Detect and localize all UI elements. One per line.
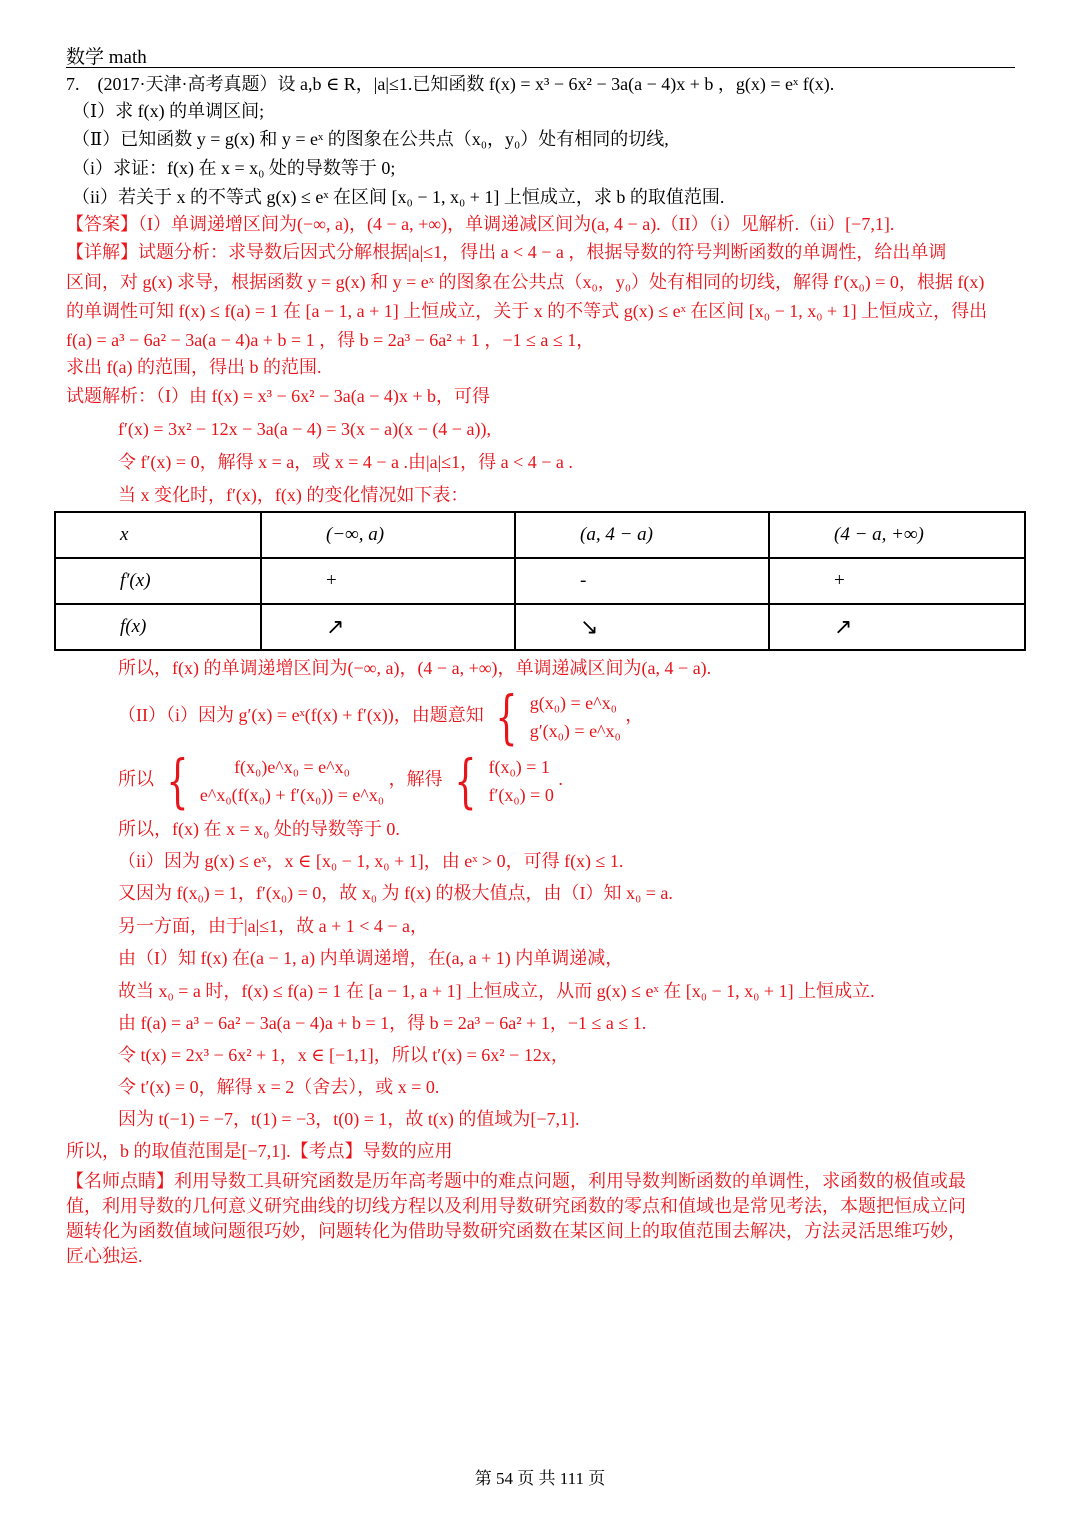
solution-line-12: 令 t′(x) = 0，解得 x = 2（舍去），或 x = 0. bbox=[118, 1077, 440, 1097]
arrow-down-icon: ↘ bbox=[515, 604, 769, 650]
comment-line-2: 值，利用导数的几何意义研究曲线的切线方程以及利用导数研究函数的零点和值域也是常见考法，本题把恒成立问 bbox=[66, 1196, 966, 1216]
detail-line-2: 区间，对 g(x) 求导，根据函数 y = g(x) 和 y = eˣ 的图象在公共点（x₀，y₀）处有相同的切线，解得 f′(x₀) = 0，根据 f(x) bbox=[66, 272, 985, 292]
solution-line-14: 所以，b 的取值范围是[−7,1].【考点】导数的应用 bbox=[66, 1141, 453, 1161]
solution-line-10: 由 f(a) = a³ − 6a² − 3a(a − 4)a + b = 1，得 b = 2a³ − 6a² + 1，−1 ≤ a ≤ 1. bbox=[118, 1013, 647, 1033]
detail-line-3: 的单调性可知 f(x) ≤ f(a) = 1 在 [a − 1, a + 1] 上恒成立，关于 x 的不等式 g(x) ≤ eˣ 在区间 [x₀ − 1, x₀ + 1] 上恒成立，得出 bbox=[66, 301, 988, 321]
answer-line: 【答案】（I）单调递增区间为(−∞, a)，(4 − a, +∞)，单调递减区间为(a, 4 − a).（II）（i）见解析.（ii）[−7,1]. bbox=[66, 214, 895, 234]
detail-line-1: 【详解】试题分析：求导数后因式分解根据|a|≤1，得出 a < 4 − a ，根据导数的符号判断函数的单调性，给出单调 bbox=[66, 242, 947, 262]
header-rule bbox=[66, 67, 1015, 68]
equation-system bbox=[159, 747, 385, 815]
table-row bbox=[55, 512, 1025, 558]
page-header: 数学 math bbox=[66, 47, 147, 68]
solution-line-3-lead: 所以 bbox=[118, 769, 154, 790]
comment-line-4: 匠心独运. bbox=[66, 1246, 143, 1266]
system-row: g(x₀) = e^x₀ bbox=[529, 693, 617, 713]
page-footer: 第 54 页 共 111 页 bbox=[474, 1469, 606, 1488]
solution-line-1: 所以，f(x) 的单调递增区间为(−∞, a)，(4 − a, +∞)，单调递减区间为(a, 4 − a). bbox=[118, 658, 712, 678]
problem-line-4: （i）求证：f(x) 在 x = x₀ 处的导数等于 0; bbox=[72, 158, 396, 178]
solution-line-13: 因为 t(−1) = −7，t(1) = −3，t(0) = 1，故 t(x) 的值域为[−7,1]. bbox=[118, 1109, 580, 1129]
detail-line-8: 令 f′(x) = 0，解得 x = a，或 x = 4 − a .由|a|≤1，得 a < 4 − a . bbox=[118, 452, 573, 472]
table-cell: f(x) bbox=[55, 604, 261, 650]
monotonicity-table bbox=[54, 511, 1026, 651]
detail-line-5: 求出 f(a) 的范围，得出 b 的范围. bbox=[66, 357, 322, 377]
solution-line-6: 又因为 f(x₀) = 1，f′(x₀) = 0，故 x₀ 为 f(x) 的极大值点，由（I）知 x₀ = a. bbox=[118, 883, 673, 903]
solution-line-3 bbox=[118, 747, 563, 815]
problem-line-5: （ii）若关于 x 的不等式 g(x) ≤ eˣ 在区间 [x₀ − 1, x₀ + 1] 上恒成立，求 b 的取值范围. bbox=[72, 187, 725, 207]
solution-line-9: 故当 x₀ = a 时，f(x) ≤ f(a) = 1 在 [a − 1, a + 1] 上恒成立，从而 g(x) ≤ eˣ 在 [x₀ − 1, x₀ + 1] 上恒成立. bbox=[118, 981, 875, 1001]
table-row bbox=[55, 558, 1025, 604]
brace-icon: { bbox=[165, 747, 189, 815]
brace-icon: { bbox=[495, 683, 518, 751]
problem-line-1: 7. (2017·天津·高考真题）设 a,b ∈ R，|a|≤1.已知函数 f(x) = x³ − 6x² − 3a(a − 4)x + b ，g(x) = eˣ f(x). bbox=[66, 74, 835, 94]
solution-line-3-tail: . bbox=[558, 769, 563, 790]
equation-system bbox=[447, 747, 554, 815]
table-cell: (a, 4 − a) bbox=[515, 512, 769, 558]
table-cell: (−∞, a) bbox=[261, 512, 515, 558]
solution-line-2 bbox=[118, 683, 644, 751]
detail-line-4: f(a) = a³ − 6a² − 3a(a − 4)a + b = 1 ，得 b = 2a³ − 6a² + 1 ，−1 ≤ a ≤ 1， bbox=[66, 330, 595, 350]
solution-line-5: （ii）因为 g(x) ≤ eˣ，x ∈ [x₀ − 1, x₀ + 1]，由 eˣ > 0，可得 f(x) ≤ 1. bbox=[118, 851, 624, 871]
equation-system bbox=[488, 683, 621, 751]
detail-line-9: 当 x 变化时，f′(x)，f(x) 的变化情况如下表： bbox=[118, 485, 469, 505]
solution-line-4: 所以，f(x) 在 x = x₀ 处的导数等于 0. bbox=[118, 819, 400, 839]
table-cell: f′(x) bbox=[55, 558, 261, 604]
solution-line-7: 另一方面，由于|a|≤1，故 a + 1 < 4 − a， bbox=[118, 916, 429, 936]
solution-line-8: 由（I）知 f(x) 在(a − 1, a) 内单调递增，在(a, a + 1) 内单调递减， bbox=[118, 948, 624, 968]
comment-line-3: 题转化为函数值域问题很巧妙，问题转化为借助导数研究函数在某区间上的取值范围去解决，方法灵活思维巧妙， bbox=[66, 1221, 966, 1241]
table-cell: (4 − a, +∞) bbox=[769, 512, 1025, 558]
problem-line-3: （Ⅱ）已知函数 y = g(x) 和 y = eˣ 的图象在公共点（x₀，y₀）处有相同的切线, bbox=[72, 129, 669, 149]
system-row: f′(x₀) = 0 bbox=[488, 785, 554, 805]
solution-line-2-lead: （II）（i）因为 g′(x) = eˣ(f(x) + f′(x))，由题意知 bbox=[118, 705, 484, 726]
solution-line-2-tail: ， bbox=[625, 705, 644, 726]
table-cell: x bbox=[55, 512, 261, 558]
table-cell: - bbox=[515, 558, 769, 604]
arrow-up-icon: ↗ bbox=[769, 604, 1025, 650]
system-row: g′(x₀) = e^x₀ bbox=[529, 721, 621, 741]
system-row: f(x₀)e^x₀ = e^x₀ bbox=[234, 757, 350, 777]
solution-line-11: 令 t(x) = 2x³ − 6x² + 1，x ∈ [−1,1]，所以 t′(x) = 6x² − 12x， bbox=[118, 1045, 569, 1065]
table-row bbox=[55, 604, 1025, 650]
problem-line-2: （Ⅰ）求 f(x) 的单调区间; bbox=[72, 101, 265, 121]
system-row: f(x₀) = 1 bbox=[488, 757, 550, 777]
comment-line-1: 【名师点睛】利用导数工具研究函数是历年高考题中的难点问题，利用导数判断函数的单调性，求函数的极值或最 bbox=[66, 1171, 966, 1191]
detail-line-7: f′(x) = 3x² − 12x − 3a(a − 4) = 3(x − a)(x − (4 − a)), bbox=[118, 419, 491, 439]
arrow-up-icon: ↗ bbox=[261, 604, 515, 650]
detail-line-6: 试题解析：（I）由 f(x) = x³ − 6x² − 3a(a − 4)x + b，可得 bbox=[66, 386, 490, 406]
system-row: e^x₀(f(x₀) + f′(x₀)) = e^x₀ bbox=[199, 785, 385, 805]
table-cell: + bbox=[769, 558, 1025, 604]
brace-icon: { bbox=[454, 747, 477, 815]
table-cell: + bbox=[261, 558, 515, 604]
solution-line-3-mid: ，解得 bbox=[388, 769, 443, 790]
